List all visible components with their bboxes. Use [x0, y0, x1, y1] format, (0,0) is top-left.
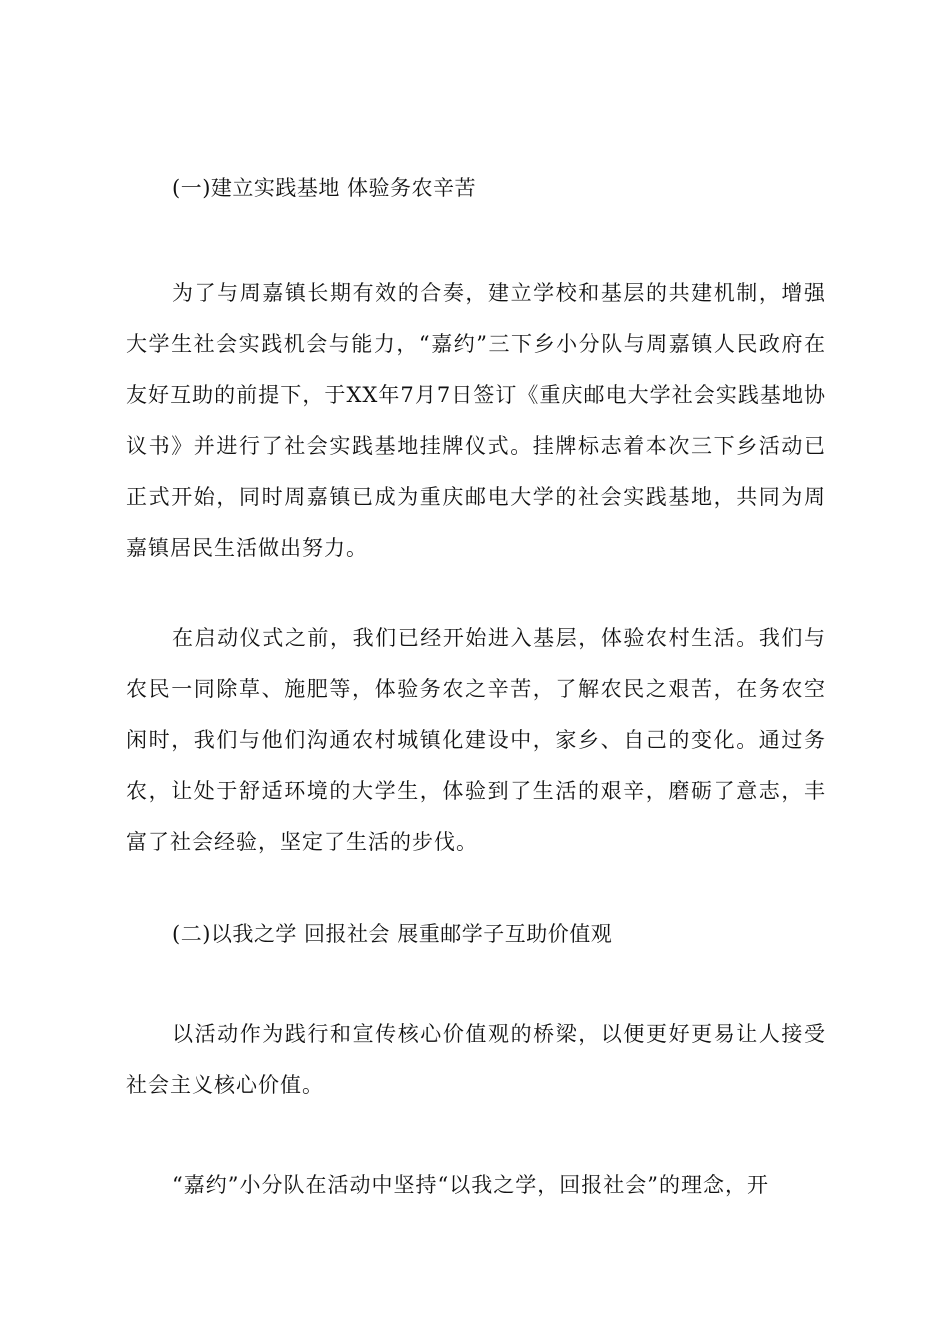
paragraph-2: 在启动仪式之前，我们已经开始进入基层，体验农村生活。我们与农民一同除草、施肥等，体验务农之辛苦，了解农民之艰苦，在务农空闲时，我们与他们沟通农村城镇化建设中，家乡、自己的变化。通过务农，让处于舒适环境的大学生，体验到了生活的艰辛，磨砺了意志，丰富了社会经验，坚定了生活的步伐。 [126, 626, 826, 854]
paragraph-4: “嘉约”小分队在活动中坚持“以我之学，回报社会”的理念，开 [172, 1173, 769, 1197]
paragraph-1: 为了与周嘉镇长期有效的合奏，建立学校和基层的共建机制，增强大学生社会实践机会与能力，“嘉约”三下乡小分队与周嘉镇人民政府在友好互助的前提下，于XX年7月7日签订《重庆邮电大学社会实践基地协议书》并进行了社会实践基地挂牌仪式。挂牌标志着本次三下乡活动已正式开始，同时周嘉镇已成为重庆邮电大学的社会实践基地，共同为周嘉镇居民生活做出努力。 [126, 281, 826, 560]
paragraph-3: 以活动作为践行和宣传核心价值观的桥梁，以便更好更易让人接受社会主义核心价值。 [126, 1022, 826, 1097]
section-heading-2: (二)以我之学 回报社会 展重邮学子互助价值观 [172, 922, 613, 946]
section-heading-1: (一)建立实践基地 体验务农辛苦 [172, 176, 477, 200]
